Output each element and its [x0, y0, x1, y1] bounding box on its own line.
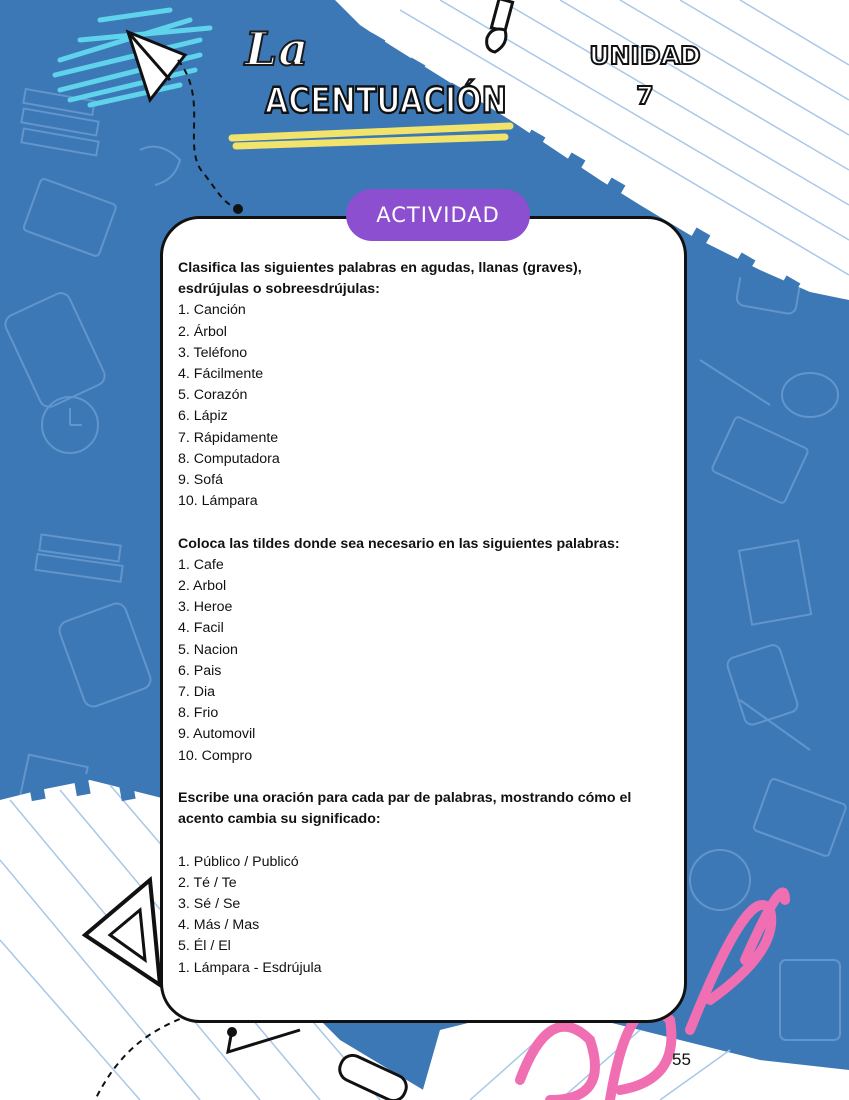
list-item: 5. Corazón — [178, 387, 248, 404]
list-item: 10. Lámpara — [178, 493, 258, 510]
page-title: ACENTUACIÓN — [265, 80, 507, 122]
list-item: 2. Té / Te — [178, 874, 237, 891]
section-heading: Escribe una oración para cada par de palabras, mostrando cómo el acento cambia su significado: — [178, 790, 632, 828]
list-item: 6. Pais — [178, 662, 222, 679]
list-item: 8. Computadora — [178, 450, 280, 467]
page-number: 55 — [672, 1050, 691, 1069]
list-item: 9. Sofá — [178, 472, 223, 489]
title-small: La — [245, 22, 310, 76]
list-item: 3. Teléfono — [178, 344, 248, 361]
section-heading: Coloca las tildes donde sea necesario en las siguientes palabras: — [178, 535, 620, 552]
list-item: 5. Nacion — [178, 641, 238, 658]
list-item: 2. Árbol — [178, 323, 227, 340]
list-item: 1. Canción — [178, 302, 246, 319]
list-item: 1. Público / Publicó — [178, 853, 299, 870]
unit-number: 7 — [636, 81, 654, 110]
section-heading: Clasifica las siguientes palabras en agudas, llanas (graves), esdrújulas o sobreesdrújulas: — [178, 260, 582, 298]
list-item: 10. Compro — [178, 747, 253, 764]
list-item: 5. Él / El — [178, 938, 231, 955]
list-item: 6. Lápiz — [178, 408, 228, 425]
list-item: 7. Rápidamente — [178, 429, 279, 446]
list-item: 9. Automovil — [178, 726, 256, 743]
list-item: 4. Facil — [178, 620, 224, 637]
list-item: 3. Heroe — [178, 599, 233, 616]
list-item: 1. Cafe — [178, 556, 224, 573]
section-2 — [178, 534, 638, 767]
activity-badge: ACTIVIDAD — [346, 189, 530, 241]
list-item: 8. Frio — [178, 705, 219, 722]
section-1 — [178, 258, 638, 512]
unit-word: UNIDAD — [589, 41, 701, 70]
list-item: 1. Lámpara - Esdrújula — [178, 959, 322, 976]
list-item: 4. Más / Mas — [178, 917, 260, 934]
unit-label — [585, 36, 705, 116]
list-item: 3. Sé / Se — [178, 896, 241, 913]
activity-content — [178, 258, 638, 979]
list-item: 4. Fácilmente — [178, 366, 264, 383]
list-item: 2. Arbol — [178, 578, 227, 595]
list-item: 7. Dia — [178, 684, 216, 701]
section-3 — [178, 788, 638, 979]
